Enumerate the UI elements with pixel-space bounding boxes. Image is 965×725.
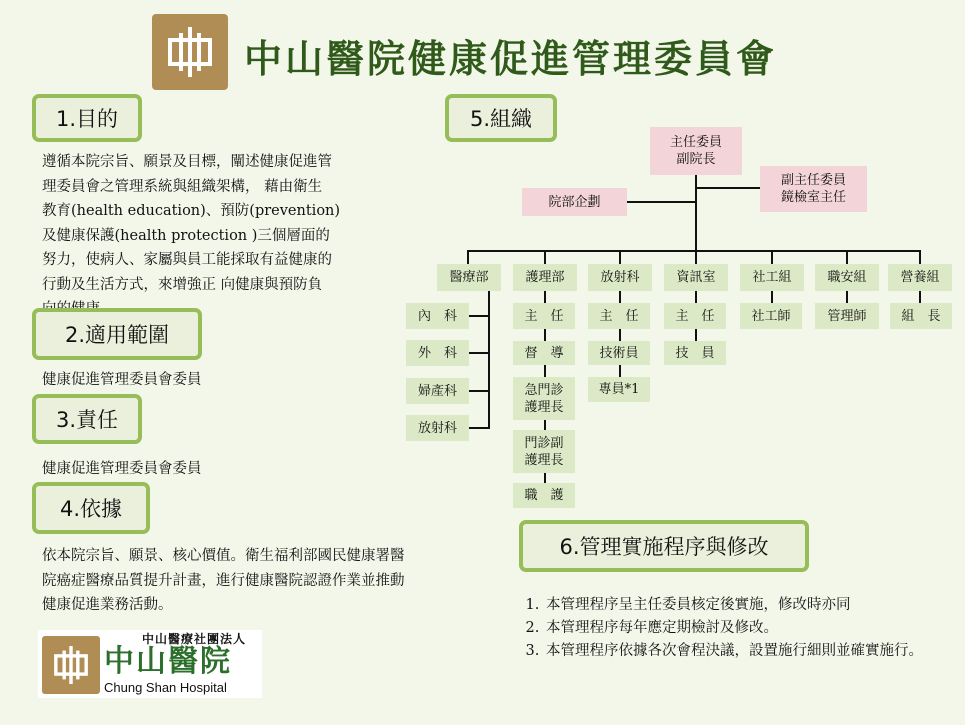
connector-line: [919, 250, 921, 264]
purpose-line: 理委員會之管理系統與組織架構， 藉由衛生: [42, 178, 323, 195]
org-dept-medical: 醫療部: [437, 264, 501, 291]
basis-line: 健康促進業務活動。: [42, 597, 173, 613]
section-basis-heading: 4.依據: [32, 482, 150, 534]
connector-line: [469, 315, 489, 317]
connector-line: [544, 473, 546, 483]
procedure-item: 3. 本管理程序依據各次會程決議，設置施行細則並確實施行。: [544, 640, 945, 663]
org-node-planning: 院部企劃: [522, 188, 627, 216]
org-unit: 組 長: [890, 303, 952, 329]
node-label: 副院長: [676, 152, 716, 167]
procedure-list: [520, 594, 945, 663]
org-unit: 放射科: [406, 415, 469, 441]
org-unit: 主 任: [588, 303, 650, 329]
connector-line: [619, 291, 621, 303]
connector-line: [544, 420, 546, 430]
connector-line: [469, 427, 489, 429]
connector-line: [619, 250, 621, 264]
purpose-line: 教育(health education)、預防(prevention): [42, 203, 341, 219]
connector-line: [771, 250, 773, 264]
hospital-logo-icon: [152, 14, 228, 90]
connector-line: [544, 250, 546, 264]
org-unit: 急門診 護理長: [513, 377, 575, 420]
purpose-text: [42, 150, 432, 322]
purpose-line: 遵循本院宗旨、願景及目標，闡述健康促進管: [42, 154, 332, 170]
connector-line: [627, 201, 696, 203]
brand-name-zh: 中山醫院: [104, 644, 232, 679]
org-dept-nutrition: 營養組: [888, 264, 952, 291]
org-unit: 社工師: [740, 303, 802, 329]
connector-line: [619, 365, 621, 377]
purpose-line: 及健康保護(health protection )三個層面的: [42, 227, 330, 244]
org-unit: 主 任: [664, 303, 726, 329]
org-unit: 管理師: [815, 303, 879, 329]
connector-line: [469, 352, 489, 354]
brand-org-label: 中山醫療社團法人: [142, 632, 247, 646]
connector-line: [467, 250, 469, 264]
connector-line: [544, 291, 546, 303]
connector-line: [695, 291, 697, 303]
connector-line: [488, 291, 490, 429]
brand-mark-icon: [42, 636, 100, 694]
node-label: 主任委員: [669, 135, 722, 150]
org-unit: 督 導: [513, 341, 575, 365]
connector-line: [544, 329, 546, 341]
org-dept-radiology: 放射科: [588, 264, 652, 291]
section-responsibility-heading: 3.責任: [32, 394, 142, 444]
org-dept-safety: 職安組: [815, 264, 879, 291]
procedure-item: 2. 本管理程序每年應定期檢討及修改。: [544, 617, 945, 640]
purpose-line: 努力，使病人、家屬與員工能採取有益健康的: [42, 252, 332, 268]
basis-text: [42, 544, 512, 618]
responsibility-text: 健康促進管理委員會委員: [42, 461, 202, 477]
section-purpose-heading: 1.目的: [32, 94, 142, 142]
page-title: 中山醫院健康促進管理委員會: [244, 36, 778, 81]
org-unit: 婦產科: [406, 378, 469, 404]
logo-mark-icon: [161, 23, 219, 81]
org-unit: 門診副 護理長: [513, 430, 575, 473]
section-organization-heading: 5.組織: [445, 94, 557, 142]
org-node-chair: [650, 127, 742, 175]
org-unit: 專員*1: [588, 377, 650, 402]
org-dept-social: 社工組: [740, 264, 804, 291]
org-dept-it: 資訊室: [664, 264, 728, 291]
connector-line: [695, 329, 697, 341]
procedure-item: 1. 本管理程序呈主任委員核定後實施，修改時亦同: [544, 594, 945, 617]
section-procedure-heading: 6.管理實施程序與修改: [519, 520, 809, 572]
hospital-brand-logo: [38, 630, 262, 698]
brand-name-en: Chung Shan Hospital: [104, 680, 227, 695]
scope-text: 健康促進管理委員會委員: [42, 372, 202, 388]
connector-line: [846, 291, 848, 303]
connector-line: [469, 390, 489, 392]
connector-line: [919, 291, 921, 303]
connector-line: [544, 365, 546, 377]
node-label: 副主任委員: [780, 173, 846, 188]
org-unit: 主 任: [513, 303, 575, 329]
connector-line: [695, 250, 697, 264]
purpose-line: 行動及生活方式，來增強正 向健康與預防負: [42, 276, 323, 293]
org-unit: 技術員: [588, 341, 650, 365]
section-scope-heading: 2.適用範圍: [32, 308, 202, 360]
org-unit: 職 護: [513, 483, 575, 508]
connector-line: [696, 187, 760, 189]
org-dept-nursing: 護理部: [513, 264, 577, 291]
connector-line: [771, 291, 773, 303]
node-label: 鏡檢室主任: [780, 190, 846, 205]
org-unit: 外 科: [406, 340, 469, 366]
connector-line: [467, 250, 919, 252]
org-unit: 技 員: [664, 341, 726, 365]
connector-line: [619, 329, 621, 341]
connector-line: [846, 250, 848, 264]
org-node-vice-chair: [760, 166, 867, 212]
basis-line: 依本院宗旨、願景、核心價值。衛生福利部國民健康署醫: [42, 548, 405, 564]
basis-line: 院癌症醫療品質提升計畫，進行健康醫院認證作業並推動: [42, 572, 405, 589]
org-unit: 內 科: [406, 303, 469, 329]
